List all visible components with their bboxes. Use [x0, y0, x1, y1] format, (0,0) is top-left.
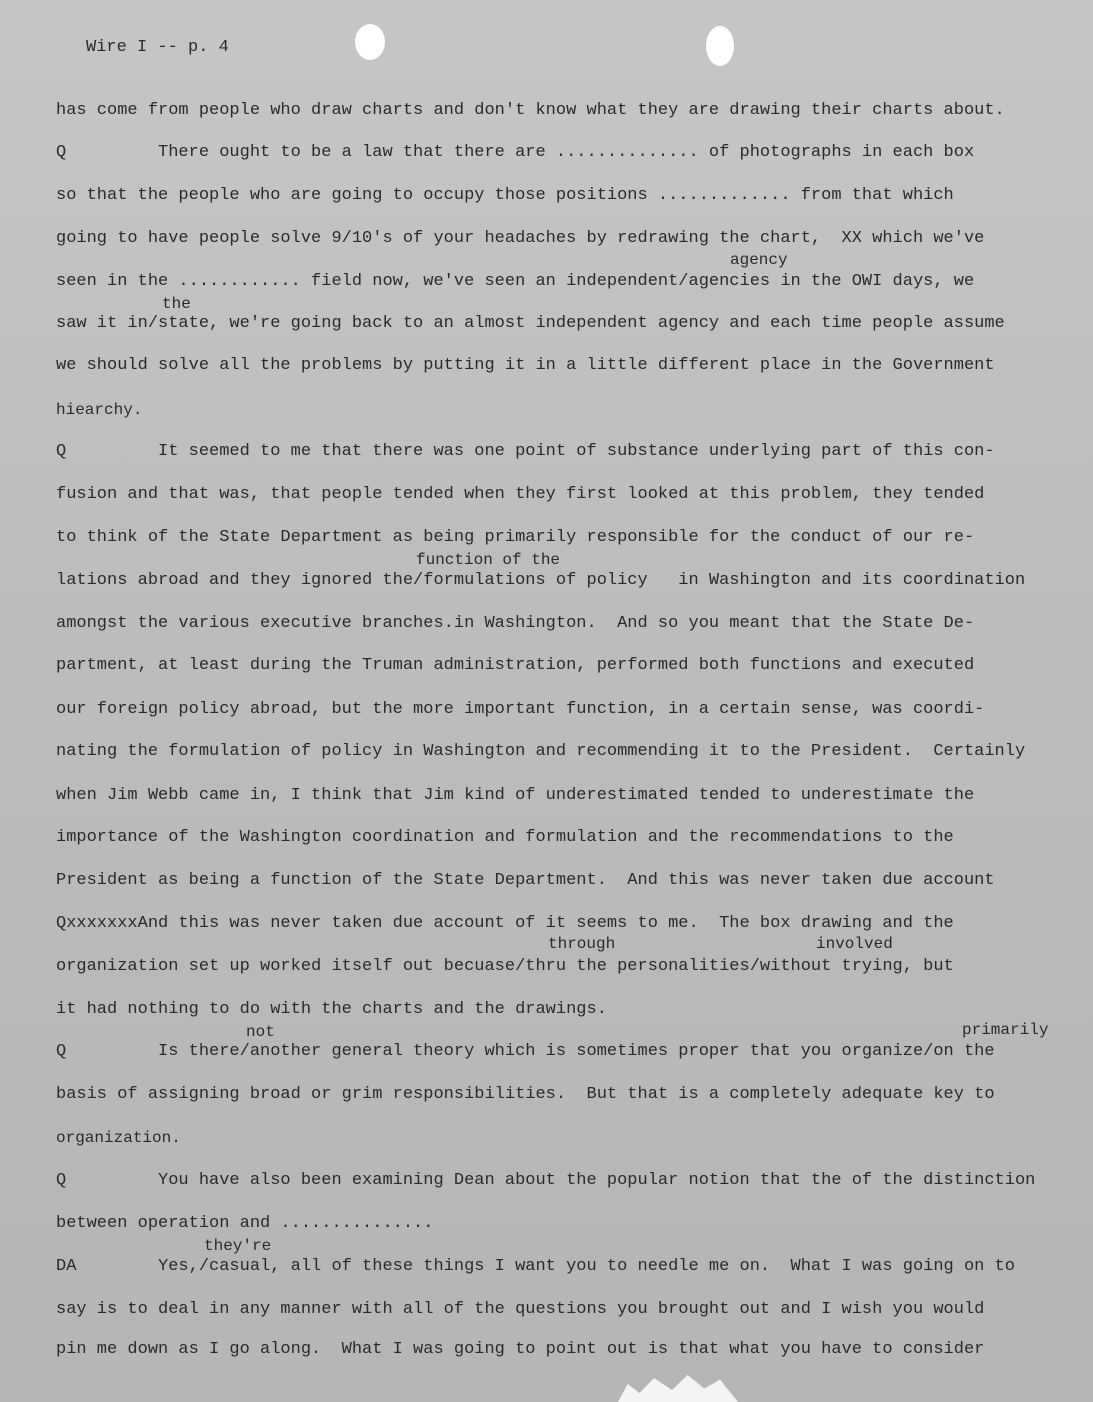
text-line: Q You have also been examining Dean about the popular notion that the of the distinction [56, 1171, 1036, 1190]
torn-edge [618, 1372, 738, 1402]
text-line: DA Yes,/casual, all of these things I want you to needle me on. What I was going on to [56, 1257, 1015, 1276]
text-line: amongst the various executive branches.in Washington. And so you meant that the State De- [56, 614, 975, 633]
text-line: so that the people who are going to occupy those positions ............. from that which [56, 186, 954, 205]
text-line: importance of the Washington coordination and formulation and the recommendations to the [56, 828, 954, 847]
text-line: seen in the ............ field now, we've seen an independent/agencies in the OWI days, we [56, 272, 975, 291]
text-line: partment, at least during the Truman administration, performed both functions and executed [56, 656, 975, 675]
text-line: say is to deal in any manner with all of the questions you brought out and I wish you would [56, 1300, 985, 1319]
text-line: going to have people solve 9/10's of your headaches by redrawing the chart, XX which we've [56, 229, 985, 248]
text-line: fusion and that was, that people tended when they first looked at this problem, they tended [56, 485, 985, 504]
text-line: pin me down as I go along. What I was going to point out is that what you have to consider [56, 1340, 985, 1359]
text-line: basis of assigning broad or grim responsibilities. But that is a completely adequate key to [56, 1085, 995, 1104]
text-line: involved [816, 935, 893, 953]
text-line: QxxxxxxxAnd this was never taken due account of it seems to me. The box drawing and the [56, 914, 954, 933]
text-line: primarily [962, 1021, 1049, 1039]
text-line: when Jim Webb came in, I think that Jim kind of underestimated tended to underestimate the [56, 786, 975, 805]
text-line: organization. [56, 1129, 181, 1147]
text-line: Q There ought to be a law that there are .............. of photographs in each box [56, 143, 975, 162]
text-line: lations abroad and they ignored the/formulations of policy in Washington and its coordination [56, 571, 1026, 590]
text-line: President as being a function of the State Department. And this was never taken due account [56, 871, 995, 890]
text-line: agency [730, 251, 788, 269]
text-line: between operation and ............... [56, 1214, 434, 1233]
text-line: Q Is there/another general theory which is sometimes proper that you organize/on the [56, 1042, 995, 1061]
text-line: we should solve all the problems by putting it in a little different place in the Government [56, 356, 995, 375]
page-header: Wire I -- p. 4 [86, 38, 229, 57]
text-line: it had nothing to do with the charts and the drawings. [56, 1000, 607, 1019]
text-line: the [162, 295, 191, 313]
text-line: function of the [416, 551, 561, 569]
punch-hole [355, 24, 385, 60]
text-line: our foreign policy abroad, but the more important function, in a certain sense, was coordi- [56, 700, 985, 719]
text-line: saw it in/state, we're going back to an almost independent agency and each time people assume [56, 314, 1005, 333]
text-line: organization set up worked itself out becuase/thru the personalities/without trying, but [56, 957, 954, 976]
punch-hole [706, 26, 734, 66]
text-line: has come from people who draw charts and don't know what they are drawing their charts about. [56, 101, 1005, 120]
text-line: to think of the State Department as being primarily responsible for the conduct of our re- [56, 528, 975, 547]
text-line: they're [204, 1237, 272, 1255]
text-line: hiearchy. [56, 401, 143, 419]
text-line: nating the formulation of policy in Washington and recommending it to the President. Certainly [56, 742, 1026, 761]
text-line: not [246, 1023, 275, 1041]
text-line: Q It seemed to me that there was one point of substance underlying part of this con- [56, 442, 995, 461]
text-line: through [548, 935, 616, 953]
